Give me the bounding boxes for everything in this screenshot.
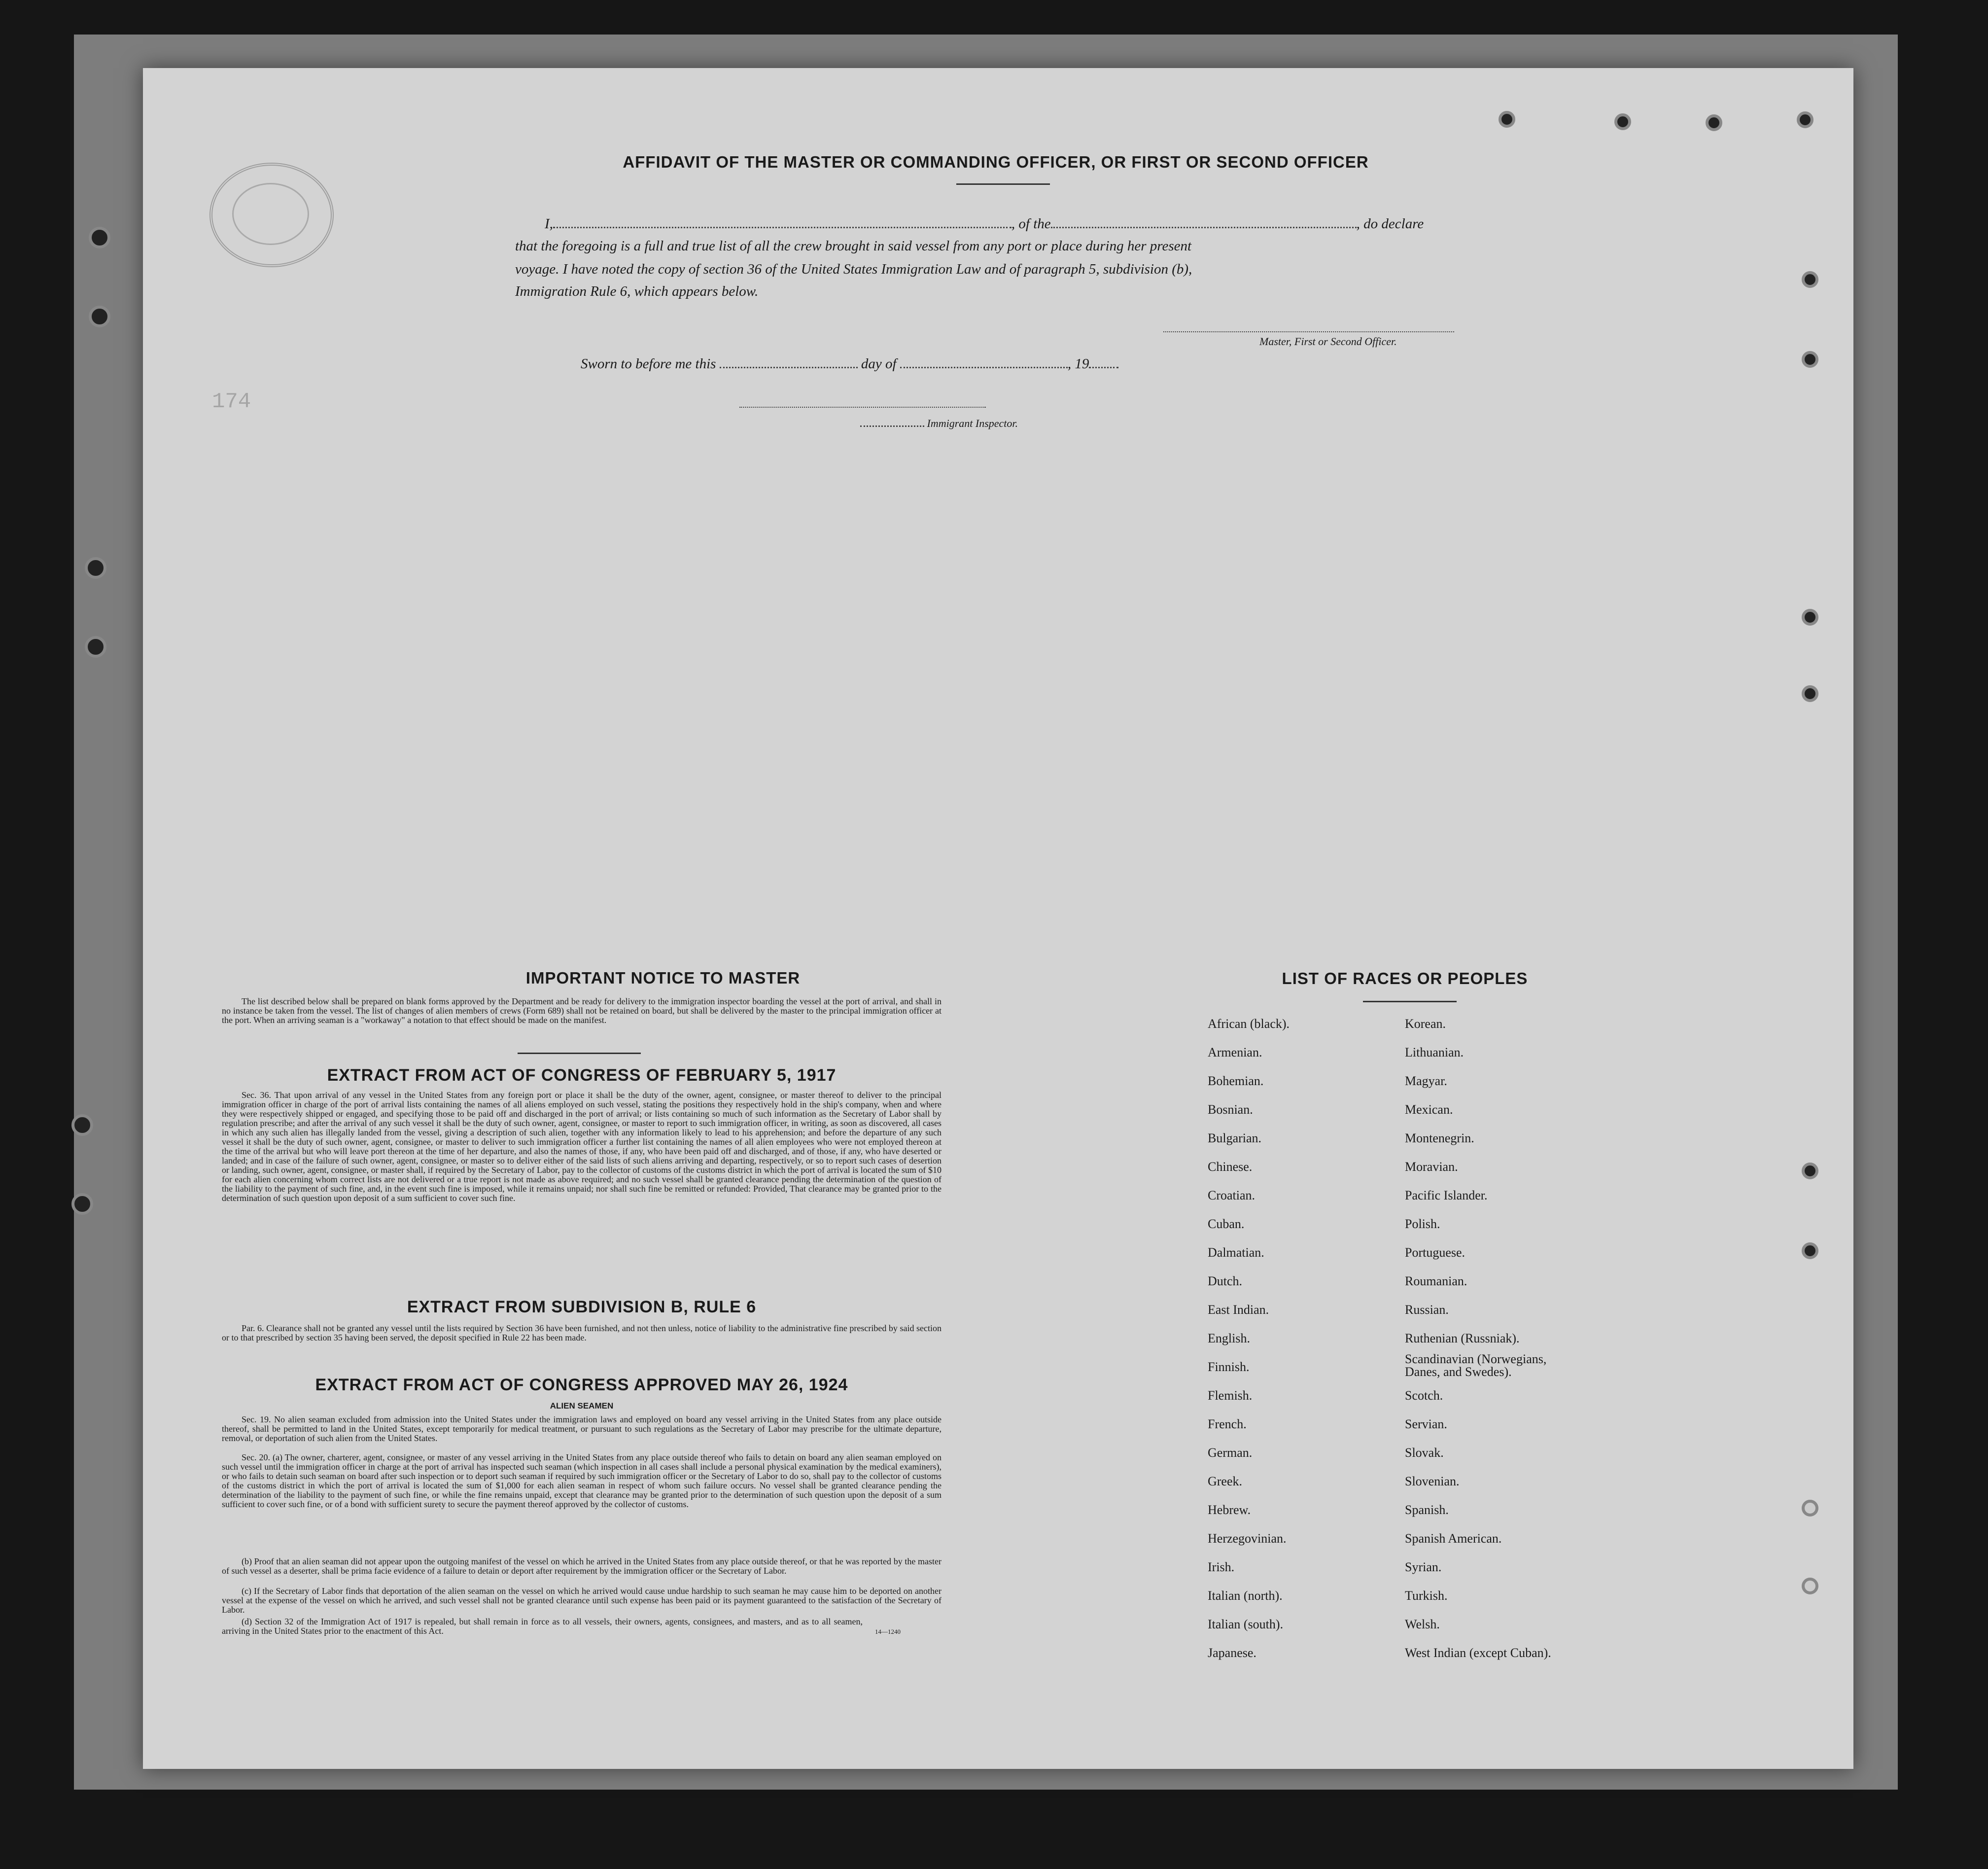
declaration-line-2: that the foregoing is a full and true list of all the crew brought in said vessel from any port or place during her present: [515, 238, 1192, 254]
section-rule: [518, 1053, 641, 1054]
form-number: 14—1240: [875, 1628, 901, 1635]
race-item: Finnish.: [1208, 1360, 1250, 1374]
race-item: Flemish.: [1208, 1388, 1253, 1403]
race-item: Magyar.: [1405, 1074, 1447, 1088]
extract-1917-title: EXTRACT FROM ACT OF CONGRESS OF FEBRUARY 5, 1917: [327, 1066, 837, 1085]
race-item: Irish.: [1208, 1560, 1235, 1574]
binder-hole-icon: [1802, 1578, 1818, 1594]
race-item: Spanish American.: [1405, 1531, 1502, 1546]
race-item: Polish.: [1405, 1217, 1440, 1231]
binder-hole-icon: [89, 227, 110, 248]
race-item: Bohemian.: [1208, 1074, 1264, 1088]
signature-line: [1163, 331, 1454, 332]
race-item: Spanish.: [1405, 1503, 1449, 1517]
race-item: Turkish.: [1405, 1588, 1448, 1603]
binder-hole-icon: [85, 557, 106, 579]
race-item: Welsh.: [1405, 1617, 1440, 1631]
race-item: Lithuanian.: [1405, 1045, 1464, 1059]
race-item: Hebrew.: [1208, 1503, 1251, 1517]
race-item: Scandinavian (Norwegians, Danes, and Swedes).: [1405, 1352, 1547, 1379]
binder-hole-icon: [85, 636, 106, 658]
race-item: Korean.: [1405, 1017, 1446, 1031]
race-item: Herzegovinian.: [1208, 1531, 1287, 1546]
sec20d-text: (d) Section 32 of the Immigration Act of 1917 is repealed, but shall remain in force as to all vessels, their owners, agents, consignees, and masters, and as to all seamen, arriving in the United States prior to the enactment of this Act.: [222, 1617, 863, 1636]
race-item: Slovak.: [1405, 1446, 1444, 1460]
declaration-line-4: Immigration Rule 6, which appears below.: [515, 283, 759, 299]
race-item: English.: [1208, 1331, 1250, 1345]
race-item: Moravian.: [1405, 1160, 1458, 1174]
binder-hole-icon: [89, 306, 110, 327]
affidavit-title: AFFIDAVIT OF THE MASTER OR COMMANDING OFFICER, OR FIRST OR SECOND OFFICER: [623, 153, 1369, 171]
manifest-page: [143, 68, 1853, 1769]
notice-text: The list described below shall be prepared on blank forms approved by the Department and be ready for delivery to the immigration inspector boarding the vessel at the port of arrival, and shall in no instance be taken from the vessel. The list of changes of alien members of crews (Form 689) shall not be retained on board, but shall be delivered by the master to the principal immigration officer at the port. When an arriving seaman is a "workaway" a notation to that effect should be made on the manifest.: [222, 996, 942, 1025]
race-item: Armenian.: [1208, 1045, 1262, 1059]
binder-hole-icon: [1802, 685, 1818, 702]
sec20a-text: Sec. 20. (a) The owner, charterer, agent, consignee, or master of any vessel arriving in the United States from any place outside thereof who fails to detain on board any alien seaman employed on such vessel until the immigration officer in charge at the port of arrival has inspected such seaman (which inspection in all cases shall include a personal physical examination by the medical examiners), or who fails to detain such seaman on board after such inspection or to deport such seaman if required by such immigration officer or the Secretary of Labor to do so, shall pay to the collector of customs of the customs district in which the port of arrival is located the sum of $1,000 for each alien seaman in respect of whom such failure occurs. No vessel shall be granted clearance pending the determination of the liability to the payment of such fine, or while the fine remains unpaid, except that clearance may be granted prior to the determination of such question upon the deposit of a sum sufficient to cover such fine, or of a bond with sufficient surety to secure the payment thereof approved by the collector of customs.: [222, 1452, 942, 1509]
binder-hole-icon: [1614, 113, 1631, 130]
binder-hole-icon: [1499, 111, 1515, 128]
race-item: German.: [1208, 1446, 1253, 1460]
race-item: Slovenian.: [1405, 1474, 1460, 1488]
race-item: Syrian.: [1405, 1560, 1442, 1574]
race-item: Ruthenian (Russniak).: [1405, 1331, 1520, 1345]
race-item: West Indian (except Cuban).: [1405, 1646, 1551, 1660]
binder-hole-icon: [71, 1193, 93, 1215]
sec20c-text: (c) If the Secretary of Labor finds that deportation of the alien seaman on the vessel on which he arrived would cause undue hardship to such seaman he may cause him to be deported on another vessel at the expense of the vessel on which he arrived, and such vessel shall not be granted clearance until such expense has been paid or its payment guaranteed to the satisfaction of the Secretary of Labor.: [222, 1586, 942, 1615]
binder-hole-icon: [1797, 111, 1814, 128]
extract-rule6-text: Par. 6. Clearance shall not be granted any vessel until the lists required by Section 36 have been furnished, and not then unless, notice of liability to the administrative fine prescribed by said section or to that prescribed by section 35 having been served, the deposit specified in Rule 22 has been made.: [222, 1323, 942, 1342]
government-seal-icon: [209, 163, 334, 267]
declaration-line-3: voyage. I have noted the copy of section 36 of the United States Immigration Law and of paragraph 5, subdivision (b),: [515, 261, 1192, 277]
sec19-text: Sec. 19. No alien seaman excluded from admission into the United States under the immigration laws and employed on board any vessel arriving in the United States from any place outside thereof, shall be permitted to land in the United States, except temporarily for medical treatment, or pursuant to such regulations as the Secretary of Labor may prescribe for the ultimate departure, removal, or deportation of such alien from the United States.: [222, 1414, 942, 1443]
inspector-line: [739, 407, 986, 408]
alien-seamen-subtitle: ALIEN SEAMEN: [550, 1401, 614, 1411]
race-item: Croatian.: [1208, 1188, 1256, 1202]
title-rule: [956, 183, 1050, 185]
race-item: Greek.: [1208, 1474, 1243, 1488]
race-item: Italian (south).: [1208, 1617, 1284, 1631]
race-item: Montenegrin.: [1405, 1131, 1474, 1145]
signature-caption: Master, First or Second Officer.: [1259, 335, 1397, 348]
binder-hole-icon: [1802, 1500, 1818, 1516]
binder-hole-icon: [1802, 609, 1818, 626]
race-item: Cuban.: [1208, 1217, 1245, 1231]
sec20b-text: (b) Proof that an alien seaman did not appear upon the outgoing manifest of the vessel on which he arrived in the United States from any place outside thereof, or that he was reported by the master of such vessel as a deserter, shall be prima facie evidence of a failure to detain or deport after requirement by the immigration officer or the Secretary of Labor.: [222, 1556, 942, 1576]
notice-title: IMPORTANT NOTICE TO MASTER: [525, 969, 801, 987]
margin-annotation: 174: [212, 389, 251, 414]
race-item: Servian.: [1405, 1417, 1447, 1431]
extract-1917-text: Sec. 36. That upon arrival of any vessel in the United States from any foreign port or place it shall be the duty of the owner, agent, consignee, or master thereof to deliver to the principal immigration officer in charge of the port of arrival lists containing the names of all aliens employed on such vessel, stating the positions they respectively hold in the ship's company, when and where they were respectively shipped or engaged, and specifying those to be paid off and discharged in the port of arrival; or lists containing so much of such information as the Secretary of Labor shall by regulation prescribe; and after the arrival of any such vessel it shall be the duty of such owner, agent, consignee, or master to report to such immigration officer, in writing, as soon as discovered, all cases in which any such alien has illegally landed from the vessel, giving a description of such alien, together with any information likely to lead to his apprehension; and before the departure of any such vessel it shall be the duty of such owner, agent, consignee, or master to deliver to such immigration officer a further list containing the names of all alien employees who were not employed thereon at the time of the arrival but who will leave port thereon at the time of her departure, and also the names of those, if any, who have been paid off and discharged, and of those, if any, who have deserted or landed; and in case of the failure of such owner, agent, consignee, or master so to deliver either of the said lists of such aliens arriving and departing, respectively, or so to report such cases of desertion or landing, such owner, agent, consignee, or master shall, if required by the Secretary of Labor, pay to the collector of customs of the customs district in which the port of arrival is located the sum of $10 for each alien concerning whom correct lists are not delivered or a true report is not made as above required; and no such vessel shall be granted clearance pending the determination of the question of the liability to the payment of such fine, and, in the event such fine is imposed, while it remains unpaid; nor shall such fine be remitted or refunded: Provided, That clearance may be granted prior to the determination of such question upon deposit of a sum sufficient to cover such fine.: [222, 1090, 942, 1203]
races-title: LIST OF RACES OR PEOPLES: [1282, 969, 1528, 987]
race-item: Pacific Islander.: [1405, 1188, 1488, 1202]
binder-hole-icon: [1706, 114, 1722, 131]
race-item: Bulgarian.: [1208, 1131, 1262, 1145]
extract-1924-title: EXTRACT FROM ACT OF CONGRESS APPROVED MAY 26, 1924: [315, 1375, 848, 1394]
race-item: Dalmatian.: [1208, 1245, 1264, 1260]
binder-hole-icon: [1802, 1163, 1818, 1179]
sworn-line: Sworn to before me this day of , 19: [581, 356, 1118, 372]
binder-hole-icon: [1802, 1242, 1818, 1259]
race-item: African (black).: [1208, 1017, 1290, 1031]
races-rule: [1363, 1001, 1457, 1002]
race-item: Bosnian.: [1208, 1102, 1253, 1117]
declaration-line-1: I, , of the , do declare: [545, 216, 1424, 232]
race-item: Mexican.: [1405, 1102, 1453, 1117]
race-item: Dutch.: [1208, 1274, 1243, 1288]
race-item: East Indian.: [1208, 1303, 1269, 1317]
binder-hole-icon: [1802, 271, 1818, 288]
race-item: Chinese.: [1208, 1160, 1253, 1174]
inspector-caption: Immigrant Inspector.: [860, 417, 1018, 430]
race-item: Russian.: [1405, 1303, 1449, 1317]
binder-hole-icon: [71, 1114, 93, 1136]
extract-rule6-title: EXTRACT FROM SUBDIVISION B, RULE 6: [407, 1298, 757, 1316]
binder-hole-icon: [1802, 351, 1818, 368]
race-item: French.: [1208, 1417, 1247, 1431]
race-item: Portuguese.: [1405, 1245, 1465, 1260]
race-item: Italian (north).: [1208, 1588, 1283, 1603]
race-item: Japanese.: [1208, 1646, 1256, 1660]
race-item: Roumanian.: [1405, 1274, 1467, 1288]
race-item: Scotch.: [1405, 1388, 1443, 1403]
